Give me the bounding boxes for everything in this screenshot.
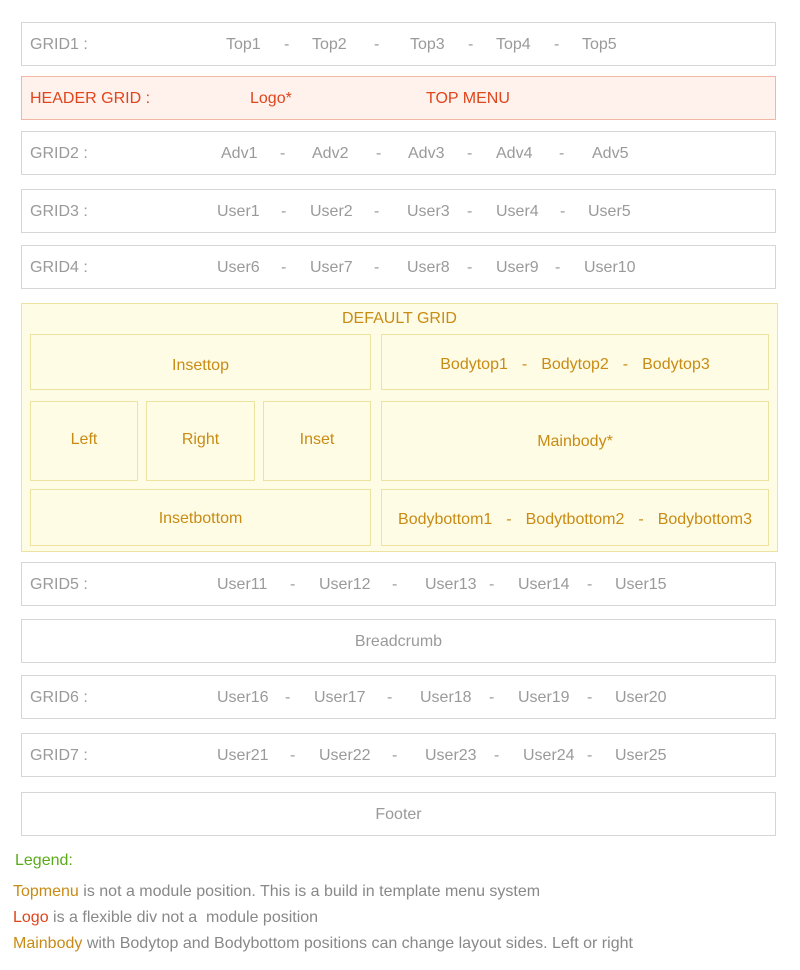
position-top4: Top4 (496, 36, 531, 53)
position-top2: Top2 (312, 36, 347, 53)
separator: - (467, 259, 473, 276)
separator: - (467, 145, 473, 162)
footer-label: Footer (375, 806, 422, 823)
position-bodybottom2: Bodytbottom2 (525, 511, 625, 528)
separator: - (559, 145, 565, 162)
legend-text-topmenu: is not a module position. This is a build in template menu system (78, 883, 541, 900)
left-cell (30, 401, 138, 481)
breadcrumb-label: Breadcrumb (354, 633, 443, 650)
legend-line-topmenu (13, 883, 540, 901)
insettop-label: Insettop (172, 357, 229, 374)
separator: - (622, 356, 629, 373)
separator: - (587, 747, 593, 764)
position-bodytop1: Bodytop1 (440, 356, 508, 373)
separator: - (560, 203, 566, 220)
separator: - (290, 576, 296, 593)
grid3-items (22, 203, 775, 223)
position-user3: User3 (407, 203, 450, 220)
separator: - (290, 747, 296, 764)
position-user12: User12 (319, 576, 371, 593)
legend-title: Legend: (15, 852, 73, 869)
grid1-row (21, 22, 776, 66)
bodybottom-items (382, 511, 768, 529)
separator: - (374, 259, 380, 276)
legend-text-mainbody: with Bodytop and Bodybottom positions can change layout sides. Left or right (82, 935, 633, 952)
default-grid (21, 303, 778, 552)
right-label: Right (181, 431, 220, 448)
position-user15: User15 (615, 576, 667, 593)
separator: - (468, 36, 474, 53)
insetbottom-label: Insetbottom (158, 510, 243, 527)
grid1-label: GRID1 : (30, 36, 88, 53)
position-user24: User24 (523, 747, 575, 764)
insetbottom-cell (30, 489, 371, 546)
grid2-row (21, 131, 776, 175)
separator: - (285, 689, 291, 706)
separator: - (521, 356, 528, 373)
separator: - (374, 36, 380, 53)
position-user6: User6 (217, 259, 260, 276)
grid3-label: GRID3 : (30, 203, 88, 220)
inset-cell (263, 401, 371, 481)
separator: - (387, 689, 393, 706)
separator: - (284, 36, 290, 53)
separator: - (587, 689, 593, 706)
top-menu-position: TOP MENU (426, 90, 510, 107)
default-grid-title: DEFAULT GRID (342, 310, 457, 327)
legend-line-logo (13, 909, 318, 927)
position-user1: User1 (217, 203, 260, 220)
legend-key-logo: Logo (13, 909, 49, 926)
right-cell (146, 401, 255, 481)
grid1-items (22, 36, 775, 56)
grid5-row (21, 562, 776, 606)
insettop-cell (30, 334, 371, 390)
position-adv5: Adv5 (592, 145, 629, 162)
bodytop-items (382, 356, 768, 374)
separator: - (392, 747, 398, 764)
grid2-label: GRID2 : (30, 145, 88, 162)
position-bodytop2: Bodytop2 (541, 356, 609, 373)
separator: - (392, 576, 398, 593)
separator: - (587, 576, 593, 593)
grid7-items (22, 747, 775, 767)
separator: - (555, 259, 561, 276)
grid4-row (21, 245, 776, 289)
position-user18: User18 (420, 689, 472, 706)
position-adv1: Adv1 (221, 145, 258, 162)
grid5-items (22, 576, 775, 596)
separator: - (489, 689, 495, 706)
separator: - (280, 145, 286, 162)
bodytop-cell (381, 334, 769, 390)
position-user9: User9 (496, 259, 539, 276)
separator: - (374, 203, 380, 220)
inset-label: Inset (299, 431, 335, 448)
header-grid-label: HEADER GRID : (30, 90, 151, 107)
grid3-row (21, 189, 776, 233)
separator: - (494, 747, 500, 764)
breadcrumb-row (21, 619, 776, 663)
logo-position: Logo* (250, 90, 292, 107)
separator: - (506, 511, 512, 528)
position-adv4: Adv4 (496, 145, 533, 162)
position-user4: User4 (496, 203, 539, 220)
separator: - (489, 576, 495, 593)
separator: - (376, 145, 382, 162)
position-top1: Top1 (226, 36, 261, 53)
position-user23: User23 (425, 747, 477, 764)
position-user14: User14 (518, 576, 570, 593)
separator: - (467, 203, 473, 220)
grid4-items (22, 259, 775, 279)
position-bodytop3: Bodytop3 (642, 356, 710, 373)
grid5-label: GRID5 : (30, 576, 88, 593)
legend-text-logo: is a flexible div not a module position (48, 909, 319, 926)
mainbody-label: Mainbody* (537, 433, 613, 450)
separator: - (638, 511, 644, 528)
position-user13: User13 (425, 576, 477, 593)
grid6-items (22, 689, 775, 709)
position-user8: User8 (407, 259, 450, 276)
position-user16: User16 (217, 689, 269, 706)
grid7-label: GRID7 : (30, 747, 88, 764)
grid2-items (22, 145, 775, 165)
position-user19: User19 (518, 689, 570, 706)
bodybottom-cell (381, 489, 769, 546)
position-bodybottom3: Bodybottom3 (657, 511, 752, 528)
position-user5: User5 (588, 203, 631, 220)
legend-key-topmenu: Topmenu (13, 883, 79, 900)
left-label: Left (70, 431, 98, 448)
position-adv2: Adv2 (312, 145, 349, 162)
position-user21: User21 (217, 747, 269, 764)
grid4-label: GRID4 : (30, 259, 88, 276)
position-user20: User20 (615, 689, 667, 706)
position-adv3: Adv3 (408, 145, 445, 162)
header-grid-row (21, 76, 776, 120)
header-grid-items (22, 90, 775, 110)
separator: - (281, 259, 287, 276)
separator: - (554, 36, 560, 53)
position-user17: User17 (314, 689, 366, 706)
position-user2: User2 (310, 203, 353, 220)
mainbody-cell (381, 401, 769, 481)
legend-key-mainbody: Mainbody (13, 935, 83, 952)
position-user7: User7 (310, 259, 353, 276)
grid6-label: GRID6 : (30, 689, 88, 706)
position-user11: User11 (217, 576, 268, 593)
position-user25: User25 (615, 747, 667, 764)
position-top5: Top5 (582, 36, 617, 53)
footer-row (21, 792, 776, 836)
position-top3: Top3 (410, 36, 445, 53)
legend-line-mainbody (13, 935, 633, 953)
position-user10: User10 (584, 259, 636, 276)
separator: - (281, 203, 287, 220)
position-user22: User22 (319, 747, 371, 764)
grid6-row (21, 675, 776, 719)
position-bodybottom1: Bodybottom1 (398, 511, 493, 528)
grid7-row (21, 733, 776, 777)
